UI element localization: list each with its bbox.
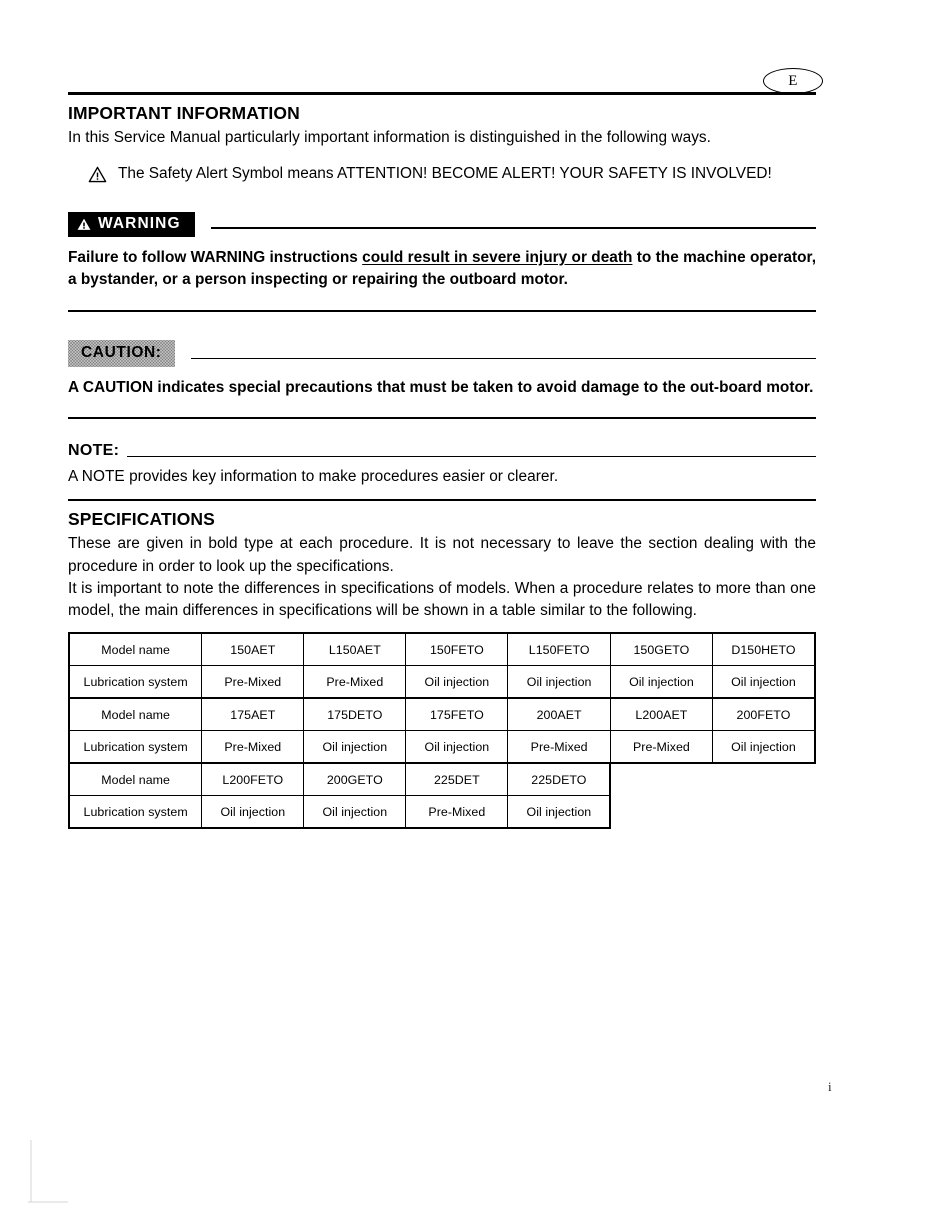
warning-badge (68, 212, 195, 237)
note-rule (127, 456, 816, 458)
warning-text-after: to the machine operator, a bystander, or a person inspecting or repairing the outboard motor. (68, 248, 817, 289)
table-row-label: Model name (69, 633, 202, 666)
table-cell: L150FETO (508, 633, 611, 666)
page-number: i (828, 1079, 832, 1094)
table-cell-empty (610, 796, 712, 829)
table-cell: Pre-Mixed (508, 731, 611, 764)
specifications-paragraph-2: It is important to note the differences in specifications of models. When a procedure relates to more than one model, the main differences in specifications will be shown in a table similar to the following. (68, 579, 816, 620)
warning-text-before: Failure to follow WARNING instructions (68, 248, 363, 266)
table-cell: Oil injection (202, 796, 304, 829)
table-cell: Oil injection (508, 796, 611, 829)
table-cell: Oil injection (610, 666, 712, 699)
table-row-label: Model name (69, 698, 202, 731)
table-row (69, 731, 815, 764)
specifications-paragraph-1: These are given in bold type at each procedure. It is not necessary to leave the section dealing with the procedure in order to look up the specifications. (68, 535, 816, 575)
table-row-label: Model name (69, 763, 202, 796)
table-cell: 175AET (202, 698, 304, 731)
table-cell: Oil injection (406, 731, 508, 764)
table-cell: Oil injection (508, 666, 611, 699)
table-cell: 225DET (406, 763, 508, 796)
table-cell-empty (610, 763, 712, 796)
note-label: NOTE: (68, 442, 120, 460)
top-divider (68, 92, 816, 95)
caution-badge-rule (191, 358, 816, 360)
table-row (69, 698, 815, 731)
table-cell: 200AET (508, 698, 611, 731)
caution-badge-label: CAUTION: (81, 344, 162, 362)
warning-badge-rule (211, 227, 816, 229)
note-label-row (68, 443, 816, 460)
table-cell-empty (712, 796, 815, 829)
table-cell: 200GETO (304, 763, 406, 796)
caution-text: A CAUTION indicates special precautions that must be taken to avoid damage to the out-board motor. (68, 378, 814, 396)
caution-badge-row (68, 340, 816, 366)
table-row-label: Lubrication system (69, 731, 202, 764)
table-cell: Oil injection (304, 796, 406, 829)
warning-text (68, 247, 816, 292)
table-cell: Pre-Mixed (304, 666, 406, 699)
table-cell: 150GETO (610, 633, 712, 666)
table-cell: 175DETO (304, 698, 406, 731)
table-row (69, 796, 815, 829)
table-cell: Pre-Mixed (610, 731, 712, 764)
scan-artifact-bottom (28, 1201, 68, 1203)
content-column (68, 0, 816, 829)
important-information-heading: IMPORTANT INFORMATION (68, 103, 300, 123)
table-cell: L200AET (610, 698, 712, 731)
table-row-label: Lubrication system (69, 796, 202, 829)
warning-text-underlined: could result in severe injury or death (362, 248, 633, 266)
table-row (69, 666, 815, 699)
scan-artifact-left (30, 1140, 32, 1202)
note-text: A NOTE provides key information to make procedures easier or clearer. (68, 468, 559, 486)
table-cell: 150FETO (406, 633, 508, 666)
table-cell: L200FETO (202, 763, 304, 796)
table-cell: 200FETO (712, 698, 815, 731)
safety-alert-text: The Safety Alert Symbol means ATTENTION! BECOME ALERT! YOUR SAFETY IS INVOLVED! (118, 165, 772, 183)
important-information-intro: In this Service Manual particularly important information is distinguished in the following ways. (68, 129, 712, 146)
table-cell: 225DETO (508, 763, 611, 796)
warning-badge-label: WARNING (98, 214, 181, 232)
specifications-table (68, 632, 816, 829)
table-row (69, 633, 815, 666)
table-cell: D150HETO (712, 633, 815, 666)
table-cell: Oil injection (304, 731, 406, 764)
table-cell: Oil injection (406, 666, 508, 699)
table-cell-empty (712, 763, 815, 796)
note-section-divider (68, 499, 816, 501)
table-cell: 150AET (202, 633, 304, 666)
language-badge-label: E (788, 72, 798, 89)
table-cell: Pre-Mixed (406, 796, 508, 829)
caution-badge (68, 340, 175, 366)
safety-alert-triangle-icon (88, 166, 107, 183)
table-cell: Pre-Mixed (202, 731, 304, 764)
table-row (69, 763, 815, 796)
table-cell: L150AET (304, 633, 406, 666)
warning-triangle-icon (77, 218, 91, 231)
table-cell: Oil injection (712, 666, 815, 699)
table-cell: Oil injection (712, 731, 815, 764)
specifications-heading: SPECIFICATIONS (68, 509, 215, 530)
table-row-label: Lubrication system (69, 666, 202, 699)
table-cell: Pre-Mixed (202, 666, 304, 699)
table-cell: 175FETO (406, 698, 508, 731)
warning-badge-row (68, 212, 816, 237)
safety-alert-row (68, 163, 816, 185)
